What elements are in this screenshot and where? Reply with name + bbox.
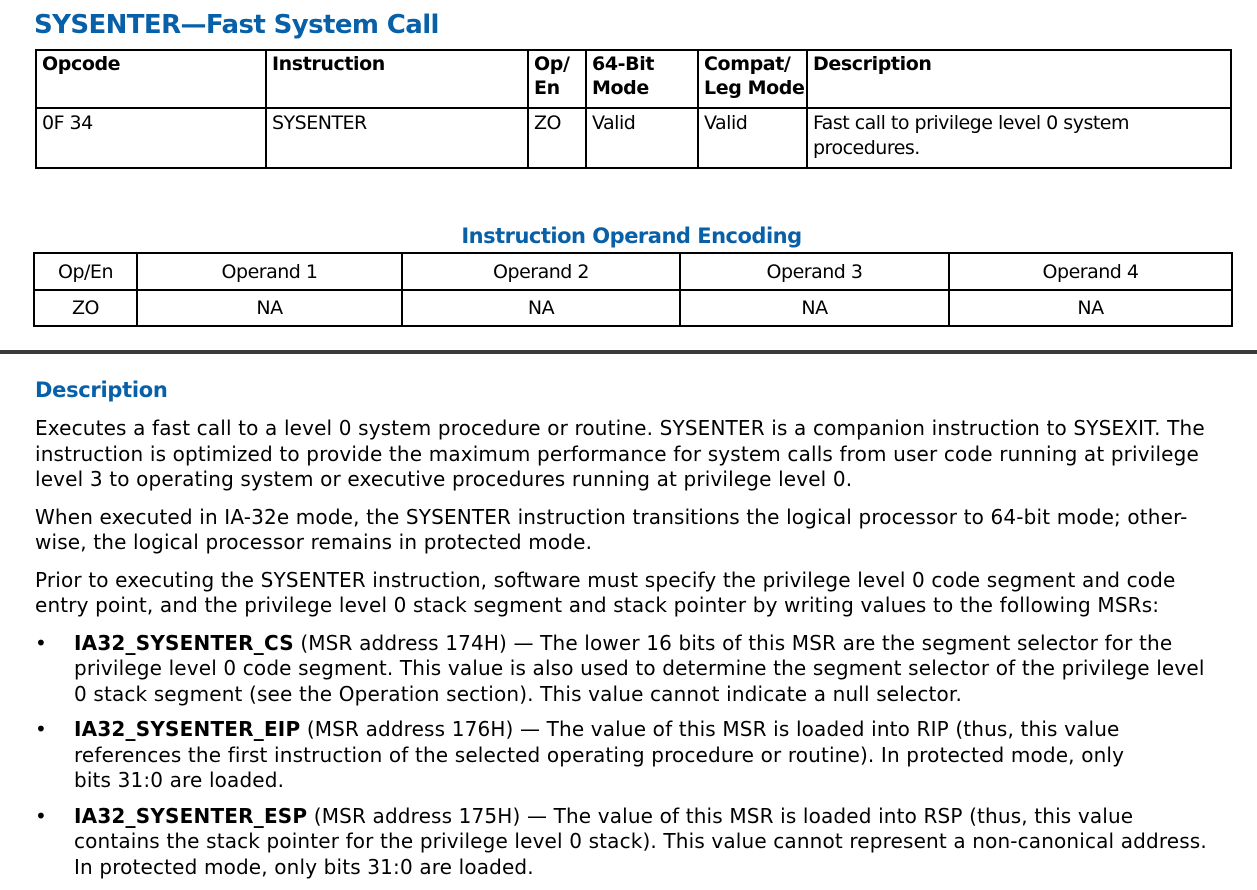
operand-1-value: NA xyxy=(137,290,402,326)
op-en-header xyxy=(528,50,586,108)
op-en-value: ZO xyxy=(34,290,137,326)
opcode-header: Opcode xyxy=(36,50,266,108)
description-body xyxy=(35,416,1230,890)
bullet-line: In protected mode, only bits 31:0 are loaded. xyxy=(74,854,534,879)
bullet-text: (MSR address 175H) — The value of this MSR is loaded into RSP (thus, this value xyxy=(307,803,1134,828)
operand-4-value: NA xyxy=(949,290,1232,326)
description-paragraph xyxy=(35,568,1230,619)
msr-bullet-list xyxy=(35,631,1230,881)
operand-encoding-row xyxy=(34,290,1232,326)
compat-leg-mode-header-line: Compat/ xyxy=(704,53,791,75)
64-bit-mode-header xyxy=(586,50,698,108)
operand-2-value: NA xyxy=(402,290,680,326)
description-cell-line: Fast call to privilege level 0 system xyxy=(813,112,1129,134)
instruction-header: Instruction xyxy=(266,50,528,108)
msr-name: IA32_SYSENTER_CS xyxy=(74,630,294,655)
paragraph-line: level 3 to operating system or executive procedures running at privilege level 0. xyxy=(35,467,853,491)
instruction-cell: SYSENTER xyxy=(266,108,528,168)
msr-bullet-item xyxy=(35,631,1230,708)
bullet-line: references the first instruction of the selected operating procedure or routine). In protected mode, only xyxy=(74,742,1125,767)
64-bit-mode-header-line: Mode xyxy=(592,77,649,99)
bullet-first-line xyxy=(74,804,1230,830)
compat-leg-mode-header-line: Leg Mode xyxy=(704,77,805,99)
paragraph-line: When executed in IA-32e mode, the SYSENTER instruction transitions the logical processor to 64-bit mode; other- xyxy=(35,504,1188,529)
opcode-table-row xyxy=(36,108,1231,168)
bullet-line: contains the stack pointer for the privilege level 0 stack). This value cannot represent a non-canonical address. xyxy=(74,829,1207,853)
compat-leg-mode-header xyxy=(698,50,807,108)
bullet-text: (MSR address 176H) — The value of this MSR is loaded into RIP (thus, this value xyxy=(300,717,1120,741)
paragraph-line: instruction is optimized to provide the maximum performance for system calls from user code running at privilege xyxy=(35,441,1199,466)
op-en-cell: ZO xyxy=(528,108,586,168)
description-heading: Description xyxy=(35,378,168,402)
operand-3-value: NA xyxy=(680,290,949,326)
msr-bullet-item xyxy=(35,717,1230,794)
bullet-icon: • xyxy=(35,630,47,655)
msr-bullet-item xyxy=(35,804,1230,881)
paragraph-line: Prior to executing the SYSENTER instruction, software must specify the privilege level 0 code segment and code xyxy=(35,567,1176,592)
description-paragraph xyxy=(35,416,1230,493)
bullet-line: bits 31:0 are loaded. xyxy=(74,768,285,792)
description-cell xyxy=(807,108,1231,168)
description-paragraph xyxy=(35,505,1230,556)
bullet-line: 0 stack segment (see the Operation section). This value cannot indicate a null selector. xyxy=(74,681,962,706)
msr-name: IA32_SYSENTER_EIP xyxy=(74,717,301,741)
bullet-first-line xyxy=(74,631,1230,657)
bullet-icon: • xyxy=(35,803,47,828)
op-en-header-line: Op/ xyxy=(534,53,570,75)
paragraph-line: entry point, and the privilege level 0 stack segment and stack pointer by writing values to the following MSRs: xyxy=(35,593,1160,617)
msr-name: IA32_SYSENTER_ESP xyxy=(74,803,308,828)
opcode-table-header-row xyxy=(36,50,1231,108)
operand-encoding-table xyxy=(33,252,1233,327)
op-en-header-line: En xyxy=(534,77,560,99)
description-cell-line: procedures. xyxy=(813,137,920,159)
op-en-column-header: Op/En xyxy=(34,253,137,290)
paragraph-line: wise, the logical processor remains in protected mode. xyxy=(35,530,593,554)
compat-leg-mode-cell: Valid xyxy=(698,108,807,168)
bullet-text: (MSR address 174H) — The lower 16 bits of this MSR are the segment selector for the xyxy=(293,630,1173,655)
operand-encoding-title: Instruction Operand Encoding xyxy=(461,224,802,248)
operand-3-header: Operand 3 xyxy=(680,253,949,290)
operand-encoding-header-row xyxy=(34,253,1232,290)
operand-1-header: Operand 1 xyxy=(137,253,402,290)
section-divider xyxy=(0,350,1257,354)
opcode-cell: 0F 34 xyxy=(36,108,266,168)
operand-4-header: Operand 4 xyxy=(949,253,1232,290)
64-bit-mode-header-line: 64-Bit xyxy=(592,53,655,75)
bullet-line: privilege level 0 code segment. This value is also used to determine the segment selector of the privilege level xyxy=(74,656,1205,680)
paragraph-line: Executes a fast call to a level 0 system procedure or routine. SYSENTER is a companion instruction to SYSEXIT. The xyxy=(35,416,1205,440)
page-title: SYSENTER—Fast System Call xyxy=(34,10,439,40)
opcode-table xyxy=(35,49,1232,169)
64-bit-mode-cell: Valid xyxy=(586,108,698,168)
operand-2-header: Operand 2 xyxy=(402,253,680,290)
bullet-first-line xyxy=(74,717,1230,743)
bullet-icon: • xyxy=(35,717,47,741)
description-header: Description xyxy=(807,50,1231,108)
